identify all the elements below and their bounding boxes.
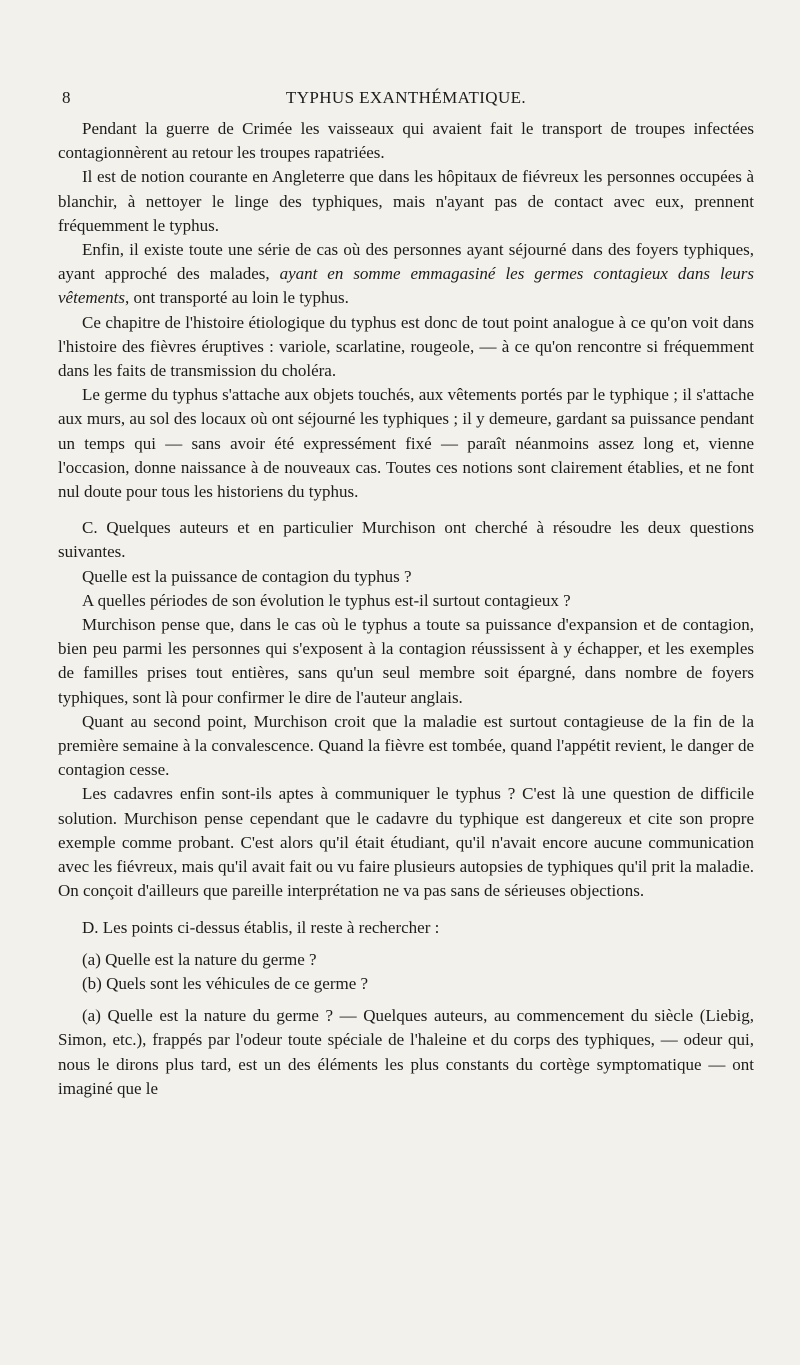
paragraph: Quant au second point, Murchison croit que la maladie est surtout contagieuse de la fin de la première semaine à la convalescence. Quand la fièvre est tombée, quand l'appétit revient, le danger de contagion cesse. (58, 711, 754, 780)
paragraph: Pendant la guerre de Crimée les vaisseaux qui avaient fait le transport de troupes infectées contagionnèrent au retour les troupes rapatriées. (58, 119, 754, 163)
body-text (58, 117, 754, 1101)
page-number: 8 (62, 88, 71, 107)
paragraph: D. Les points ci-dessus établis, il reste à rechercher : (82, 917, 440, 937)
paragraph: Ce chapitre de l'histoire étiologique du typhus est donc de tout point analogue à ce qu'on voit dans l'histoire des fièvres éruptives : variole, scarlatine, rougeole, — à ce qu'on rencontre si fréquemment dans les faits de transmission du choléra. (58, 312, 754, 381)
paragraph (58, 238, 754, 311)
paragraph: C. Quelques auteurs et en particulier Murchison ont cherché à résoudre les deux questions suivantes. (58, 518, 754, 562)
list-item: (a) Quelle est la nature du germe ? (82, 949, 317, 969)
text-run: , ont transporté au loin le typhus. (125, 288, 349, 308)
paragraph: Quelle est la puissance de contagion du typhus ? (82, 566, 412, 586)
list-item: (b) Quels sont les véhicules de ce germe ? (82, 973, 369, 993)
page-header (58, 88, 754, 112)
paragraph: (a) Quelle est la nature du germe ? — Quelques auteurs, au commencement du siècle (Liebig, Simon, etc.), frappés par l'odeur toute spéciale de l'haleine et du corps des typhiques, — odeur qui, nous le dirons plus tard, est un des éléments les plus constants du cortège symptomatique — ont imaginé que le (58, 1006, 754, 1098)
paragraph: Il est de notion courante en Angleterre que dans les hôpitaux de fiévreux les personnes occupées à blanchir, à nettoyer le linge des typhiques, mais n'ayant pas de contact avec eux, prennent fréquemment le typhus. (58, 167, 754, 235)
paragraph: A quelles périodes de son évolution le typhus est-il surtout contagieux ? (82, 590, 571, 610)
paragraph: Les cadavres enfin sont-ils aptes à communiquer le typhus ? C'est là une question de difficile solution. Murchison pense cependant que le cadavre du typhique est dangereux et cite son propre exemple comme probant. C'est alors qu'il était étudiant, qu'il n'avait encore aucune communication avec les fiévreux, mais qu'il avait fait ou vu faire plusieurs autopsies de typhiques qu'il prit la maladie. On conçoit d'ailleurs que pareille interprétation ne va pas sans de sérieuses objections. (58, 784, 754, 901)
running-head: TYPHUS EXANTHÉMATIQUE. (285, 88, 527, 107)
paragraph: Le germe du typhus s'attache aux objets touchés, aux vêtements portés par le typhique ; il s'attache aux murs, au sol des locaux où ont séjourné les typhiques ; il y demeure, gardant sa puissance pendant un temps qui — sans avoir été expressément fixé — paraît néanmoins assez long et, vienne l'occasion, donne naissance à de nouveaux cas. Toutes ces notions sont clairement établies, et ne font nul doute pour tous les historiens du typhus. (58, 385, 754, 502)
text-run: Enfin, il existe toute une série de cas où des personnes ayant séjourné dans des foyers typhiques, ayant approché des malades, (58, 240, 754, 284)
paragraph: Murchison pense que, dans le cas où le typhus a toute sa puissance d'expansion et de contagion, bien peu parmi les personnes qui s'exposent à la contagion réussissent à y échapper, et les exemples de familles prises tout entières, sans qu'un seul membre soit épargné, dans nombre de foyers typhiques, sont là pour confirmer le dire de l'auteur anglais. (58, 615, 754, 707)
italic-text-run: ayant en somme emmagasiné les germes contagieux dans leurs vêtements (58, 264, 754, 308)
